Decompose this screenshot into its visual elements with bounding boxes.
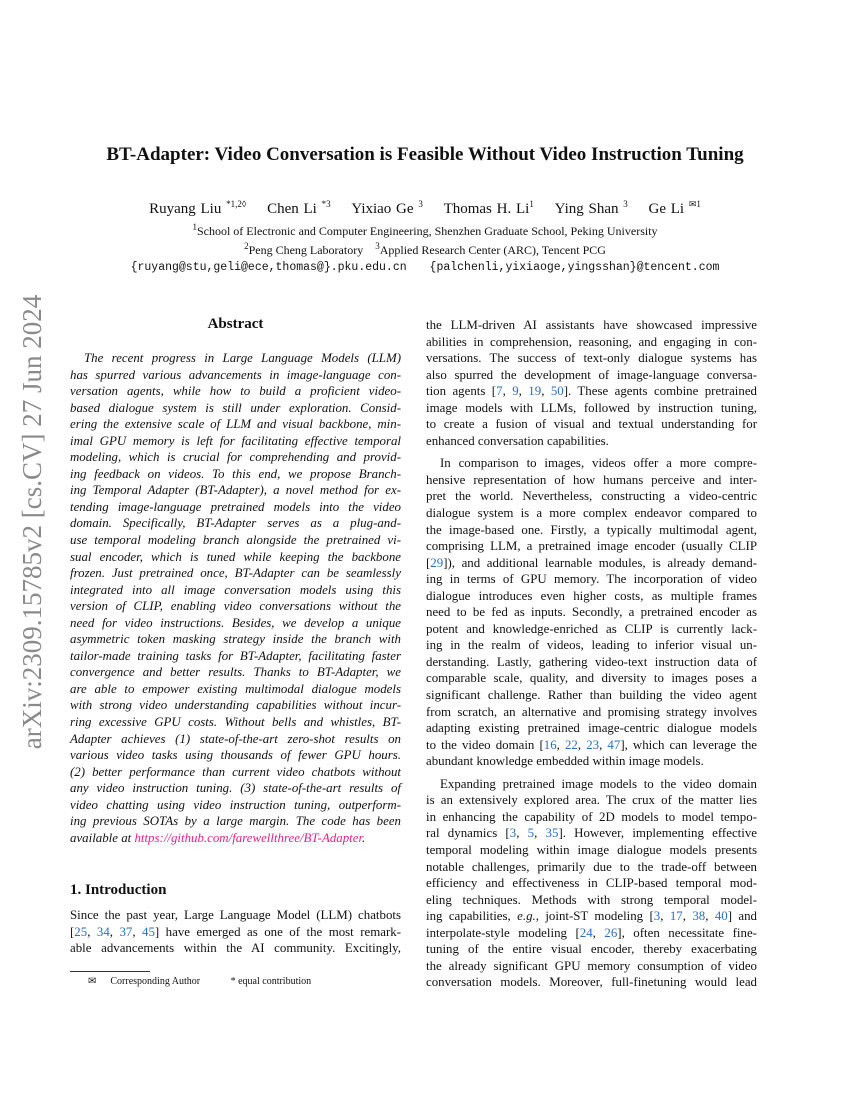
text-line: tion agents [7, 9, 19, 50]. These agents combine pretrained xyxy=(426,384,757,399)
abstract-line: modeling, which is crucial for comprehending and provid- xyxy=(70,450,401,465)
abstract-line: need for video instructions. Besides, we develop a unique xyxy=(70,615,401,630)
right-column-body xyxy=(426,317,757,991)
abstract-body xyxy=(70,350,401,846)
abstract-line: (2) better performance than current video chatbots without xyxy=(70,764,401,779)
author xyxy=(555,201,628,217)
abstract-line: with strong video understanding capabilities without incur- xyxy=(70,698,401,713)
author-affiliation-mark: *3 xyxy=(321,199,331,209)
abstract-line xyxy=(70,830,401,847)
text-line: Expanding pretrained image models to the video domain xyxy=(440,776,757,791)
introduction-line: able advancements within the AI community. Excitingly, xyxy=(70,941,401,956)
text-line: ing in terms of GPU memory. The incorporation of video xyxy=(426,572,757,587)
abstract-line: integrated into all image conversation models using this xyxy=(70,582,401,597)
abstract-line: are able to empower existing multimodal dialogue models xyxy=(70,681,401,696)
abstract-line: ing feedback on videos. To this end, we propose Branch- xyxy=(70,466,401,481)
author-name: Ying Shan xyxy=(554,201,619,217)
footnote xyxy=(88,976,325,987)
abstract-line: sual encoder, which is tuned while keeping the backbone xyxy=(70,549,401,564)
footnote-rule xyxy=(70,971,150,972)
abstract-line: various video tasks using thousands of fewer GPU hours. xyxy=(70,748,401,763)
author-affiliation-mark: 1 xyxy=(529,199,534,209)
text-line: abundant knowledge embedded within image models. xyxy=(426,754,704,769)
author-name: Thomas H. Li xyxy=(443,201,530,217)
text-line: to the video domain [16, 22, 23, 47], which can leverage the xyxy=(426,737,758,752)
text-line: conversation models. Moreover, full-finetuning would lead xyxy=(426,975,757,990)
text-line: from scratch, an alternative and promising strategy involves xyxy=(426,704,757,719)
affiliation-text: Peng Cheng Laboratory xyxy=(248,243,364,257)
paragraph xyxy=(426,317,757,449)
author xyxy=(444,201,534,217)
text-line: abilities in comprehension, reasoning, and engaging in con- xyxy=(426,334,757,349)
text-line: also spurred the development of image-language conversa- xyxy=(426,367,757,382)
author xyxy=(267,201,331,217)
text-line: [29]), and additional learnable modules, is already demand- xyxy=(426,555,757,570)
text-line: derstanding. Lastly, gathering video-text instruction data of xyxy=(426,654,757,669)
author xyxy=(351,201,423,217)
abstract-line: based dialogue system is still under exploration. Consid- xyxy=(70,400,401,415)
abstract-line: domain. Specifically, BT-Adapter serves as a plug-and- xyxy=(70,516,401,531)
text-line: the image-based one. Firstly, a typically multimodal agent, xyxy=(426,522,757,537)
abstract-line: video chatting using video instruction tuning, outperform- xyxy=(70,797,401,812)
introduction-line: [25, 34, 37, 45] have emerged as one of the most remark- xyxy=(70,924,402,939)
abstract-line: ing previous SOTAs by a large margin. The code has been xyxy=(70,814,401,829)
abstract-line: tailor-made training tasks for BT-Adapter, facilitating faster xyxy=(70,648,401,663)
text-line: to create a fusion of visual and textual understanding for xyxy=(426,417,757,432)
author xyxy=(649,201,701,217)
abstract-line: versation agents, while how to build a proficient video- xyxy=(70,384,401,399)
author-name: Chen Li xyxy=(267,201,317,217)
author-emails xyxy=(0,261,850,274)
code-link[interactable]: https://github.com/farewellthree/BT-Adapter xyxy=(134,830,363,845)
abstract-line: frozen. Just pretrained once, BT-Adapter can be seamlessly xyxy=(70,566,401,581)
author-name: Ruyang Liu xyxy=(149,201,222,217)
text-line: hensive representation of how humans perceive and inter- xyxy=(426,472,757,487)
text-line: ral dynamics [3, 5, 35]. However, implementing effective xyxy=(426,826,758,841)
abstract-line: The recent progress in Large Language Models (LLM) xyxy=(84,351,401,365)
text-line: temporal modeling within image dialogue models presents xyxy=(426,842,757,857)
text-line: ing capabilities, e.g., joint-ST modeling [3, 17, 38, 40] and xyxy=(426,909,757,924)
text-line: pret the world. Nevertheless, constructing a video-centric xyxy=(426,489,757,504)
text-line: the already significant GPU memory consumption of video xyxy=(426,958,757,973)
author xyxy=(149,201,246,217)
author-affiliation-mark: *1,2◊ xyxy=(226,199,247,209)
text-line: adapting existing pretrained image-centric dialogue models xyxy=(426,721,757,736)
text-line: comprising LLM, a pretrained image encoder (usually CLIP xyxy=(426,539,757,554)
affiliation-text: Applied Research Center (ARC), Tencent PCG xyxy=(379,243,606,257)
envelope-icon: ✉ xyxy=(88,976,97,987)
author-affiliation-mark: 3 xyxy=(623,199,628,209)
abstract-line: imal GPU memory is left for facilitating effective temporal xyxy=(70,433,401,448)
footnote-text: * equal contribution xyxy=(230,976,312,987)
corresponding-author-note xyxy=(88,976,214,987)
email-group: {palchenli,yixiaoge,yingsshan}@tencent.com xyxy=(429,261,720,274)
text-line: significant challenge. Rather than building the video agent xyxy=(426,688,757,703)
text-line: comparable scale, quality, and diversity to images poses a xyxy=(426,671,757,686)
introduction-body xyxy=(70,907,401,957)
abstract-line: any video instruction tuning. (3) state-of-the-art results of xyxy=(70,781,401,796)
abstract-line: ring excessive GPU costs. Without bells and whistles, BT- xyxy=(70,715,401,730)
text-line: is an extensively explored area. The crux of the matter lies xyxy=(426,793,757,808)
text-line: image models with LLMs, followed by instruction tuning, xyxy=(426,400,757,415)
abstract-line: ering the extensive scale of LLM and visual backbone, min- xyxy=(70,417,401,432)
arxiv-identifier-stamp: arXiv:2309.15785v2 [cs.CV] 27 Jun 2024 xyxy=(17,294,47,750)
abstract-line: tending image-language pretrained models into the video xyxy=(70,499,401,514)
abstract-heading: Abstract xyxy=(207,316,264,332)
text-line: the LLM-driven AI assistants have showcased impressive xyxy=(426,318,757,332)
affiliation-mark: 3 xyxy=(375,241,380,251)
text-line: versations. The success of text-only dialogue systems has xyxy=(426,351,757,366)
author-affiliation-mark: 3 xyxy=(418,199,423,209)
text-line: enhanced conversation capabilities. xyxy=(426,433,609,448)
text-line: interpolate-style modeling [24, 26], often necessitate fine- xyxy=(426,925,757,940)
abstract-line: version of CLIP, enabling video conversations without the xyxy=(70,599,401,614)
author-affiliation-mark: ✉1 xyxy=(688,199,701,209)
text-line: need to be fed as inputs. Secondly, a pretrained encoder as xyxy=(426,605,757,620)
text-line: dialogue system is a more complex endeavor compared to xyxy=(426,506,757,521)
abstract-line: use temporal modeling branch alongside the pretrained vi- xyxy=(70,533,401,548)
abstract-line: asymmetric token masking strategy inside the branch with xyxy=(70,632,401,647)
affiliation-mark: 1 xyxy=(192,222,197,232)
paper-title: BT-Adapter: Video Conversation is Feasible Without Video Instruction Tuning xyxy=(106,144,744,165)
affiliation-line xyxy=(0,222,850,239)
text-line: efficiency and effectiveness in CLIP-based temporal mod- xyxy=(426,876,757,891)
paragraph xyxy=(426,455,757,769)
section-heading-introduction: 1. Introduction xyxy=(70,882,167,898)
abstract-line: ing Temporal Adapter (BT-Adapter), a novel method for ex- xyxy=(70,483,401,498)
introduction-line: Since the past year, Large Language Model (LLM) chatbots xyxy=(70,908,401,922)
abstract-line: has spurred various advancements in image-language con- xyxy=(70,367,401,382)
text-line: potent and knowledge-enriched as CLIP is currently lack- xyxy=(426,621,757,636)
text-line: tuning of the entire visual encoder, thereby exacerbating xyxy=(426,942,757,957)
footnote-text: Corresponding Author xyxy=(110,976,201,987)
affiliation-mark: 2 xyxy=(244,241,249,251)
author-name: Ge Li xyxy=(648,201,685,217)
text-line: notable challenges, primarily due to the trade-off between xyxy=(426,859,757,874)
abstract-line: Adapter achieves (1) state-of-the-art zero-shot results on xyxy=(70,731,401,746)
author-name: Yixiao Ge xyxy=(351,201,414,217)
text-line: In comparison to images, videos offer a more compre- xyxy=(440,456,757,471)
author-list xyxy=(0,199,850,218)
abstract-line: convergence and better results. Thanks to BT-Adapter, we xyxy=(70,665,401,680)
affiliation-line xyxy=(0,241,850,258)
text-line: dialogue introduces even higher costs, as multiple frames xyxy=(426,588,757,603)
email-group: {ruyang@stu,geli@ece,thomas@}.pku.edu.cn xyxy=(130,261,407,274)
text-line: ing in the realm of videos, leading to inferior visual un- xyxy=(426,638,757,653)
paragraph xyxy=(426,776,757,991)
affiliation-text: School of Electronic and Computer Engineering, Shenzhen Graduate School, Peking University xyxy=(196,224,658,238)
text-line: in enhancing the capability of 2D models to model tempo- xyxy=(426,809,757,824)
text-line: eling techniques. Methods with strong temporal model- xyxy=(426,892,757,907)
text-segment: available at xyxy=(70,830,135,845)
text-segment: . xyxy=(362,830,366,845)
